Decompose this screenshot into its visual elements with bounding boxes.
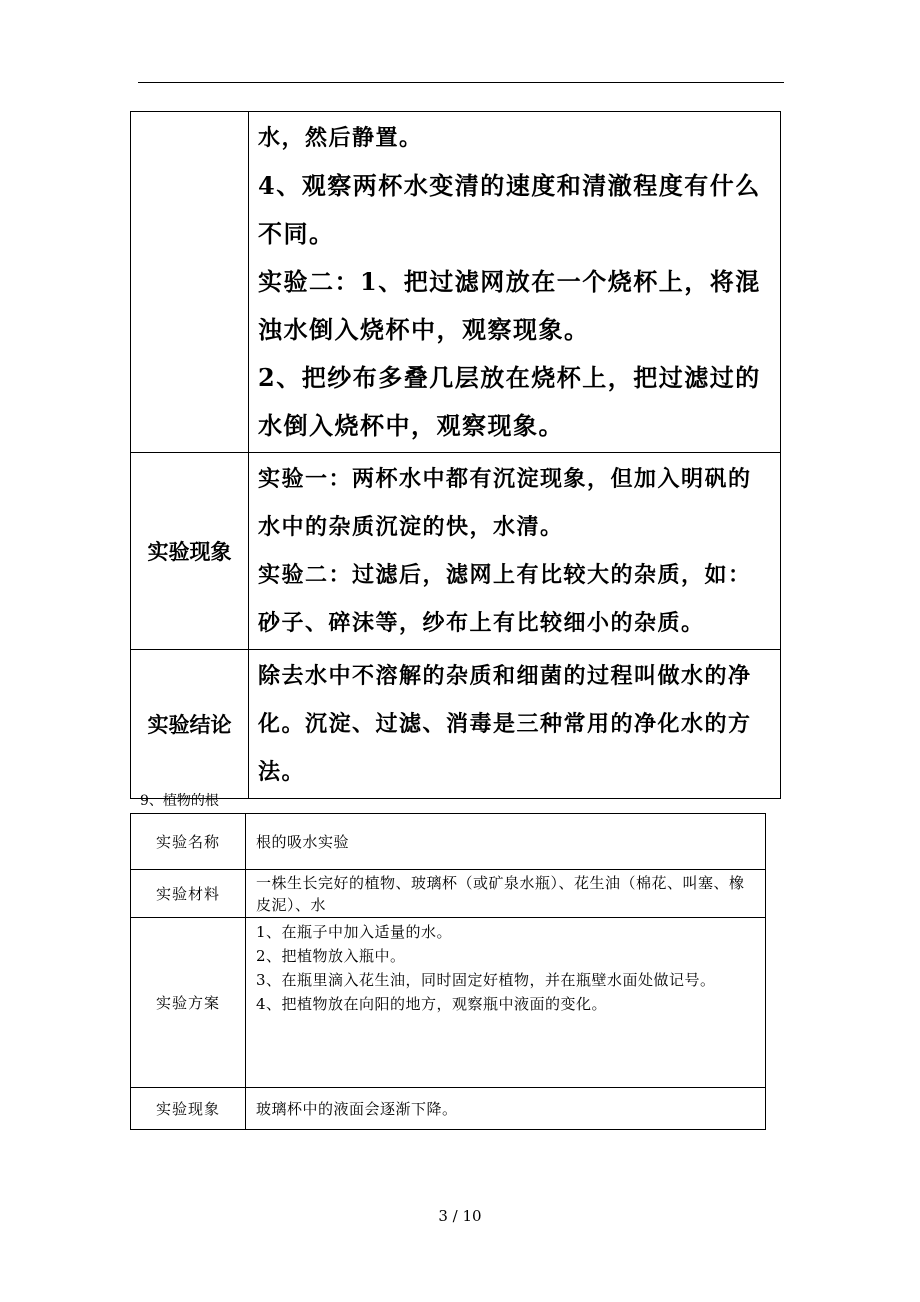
label-phenomenon: 实验现象 — [131, 1088, 246, 1130]
section-caption: 9、植物的根 — [140, 793, 219, 809]
table-row — [131, 453, 781, 650]
row-label-phenomenon: 实验现象 — [131, 453, 249, 650]
phenomenon-line: 实验一：两杯水中都有沉淀现象，但加入明矾的水中的杂质沉淀的快，水清。 — [258, 466, 752, 540]
list-item: 3、在瓶里滴入花生油，同时固定好植物，并在瓶壁水面处做记号。 — [256, 971, 716, 989]
procedure-line: 2、把纱布多叠几层放在烧杯上，把过滤过的水倒入烧杯中，观察现象。 — [258, 363, 761, 440]
table-row — [131, 1088, 766, 1130]
phenomenon-cell — [249, 453, 781, 650]
list-item: 4、把植物放在向阳的地方，观察瓶中液面的变化。 — [256, 995, 608, 1013]
page-number: 3 / 10 — [438, 1207, 482, 1225]
value-phenomenon: 玻璃杯中的液面会逐渐下降。 — [246, 1088, 766, 1130]
label-materials: 实验材料 — [131, 870, 246, 918]
plan-steps — [256, 920, 759, 1016]
row-label-conclusion: 实验结论 — [131, 650, 249, 799]
experiment-table-roots — [130, 813, 766, 1130]
value-name: 根的吸水实验 — [246, 814, 766, 870]
row-label — [131, 112, 249, 453]
conclusion-line: 除去水中不溶解的杂质和细菌的过程叫做水的净化。沉淀、过滤、消毒是三种常用的净化水的方法。 — [258, 663, 752, 785]
experiment-table-water — [130, 111, 781, 799]
plan-cell — [246, 918, 766, 1088]
table-row — [131, 918, 766, 1088]
label-name: 实验名称 — [131, 814, 246, 870]
procedure-line: 实验二：1、把过滤网放在一个烧杯上，将混浊水倒入烧杯中，观察现象。 — [258, 267, 761, 344]
list-item: 2、把植物放入瓶中。 — [256, 947, 406, 965]
procedure-line: 4、观察两杯水变清的速度和清澈程度有什么不同。 — [258, 171, 761, 248]
value-materials: 一株生长完好的植物、玻璃杯（或矿泉水瓶）、花生油（棉花、叫塞、橡皮泥）、水 — [246, 870, 766, 918]
conclusion-cell — [249, 650, 781, 799]
table-row — [131, 814, 766, 870]
list-item: 1、在瓶子中加入适量的水。 — [256, 923, 453, 941]
procedure-line: 水，然后静置。 — [258, 125, 423, 151]
table-row — [131, 870, 766, 918]
procedure-cell — [249, 112, 781, 453]
header-rule — [138, 82, 784, 83]
phenomenon-line: 实验二：过滤后，滤网上有比较大的杂质，如：砂子、碎沫等，纱布上有比较细小的杂质。 — [258, 562, 752, 636]
label-plan: 实验方案 — [131, 918, 246, 1088]
table-row — [131, 650, 781, 799]
table-row — [131, 112, 781, 453]
